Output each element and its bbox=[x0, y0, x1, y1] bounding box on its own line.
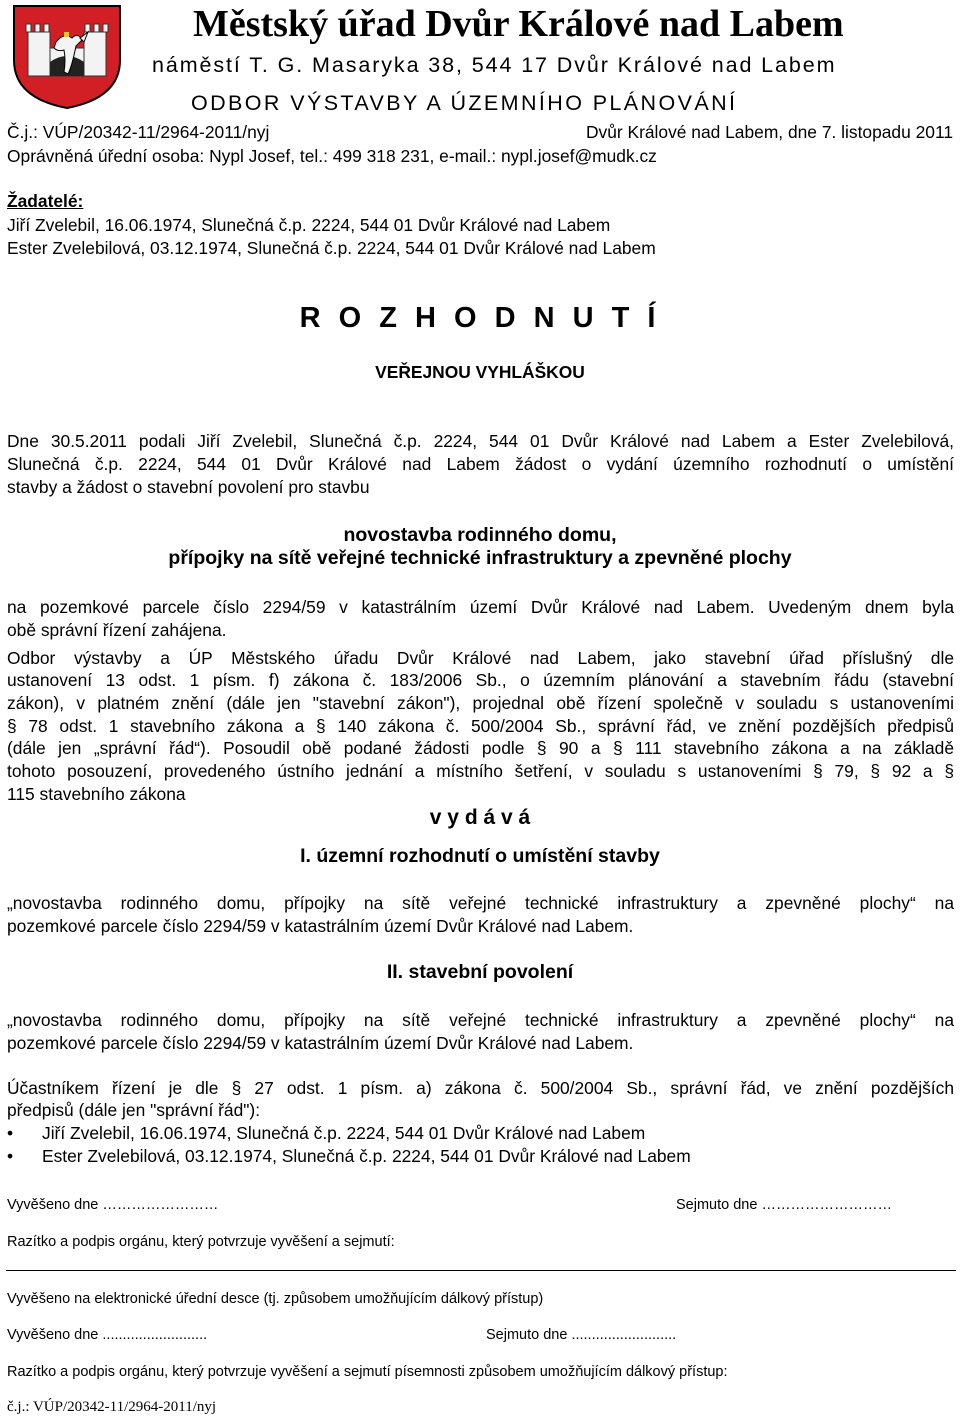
participants-text: Účastníkem řízení je dle § 27 odst. 1 písm. a) zákona č. 500/2004 Sb., správní řád, ve znění pozdějších bbox=[7, 1078, 954, 1098]
intro-line: Dne 30.5.2011 podali Jiří Zvelebil, Slunečná č.p. 2224, 544 01 Dvůr Králové nad Labem a Ester Zvelebilová, bbox=[7, 431, 954, 451]
section-2-heading: II. stavební povolení bbox=[386, 961, 574, 983]
participant-item: Ester Zvelebilová, 03.12.1974, Slunečná č.p. 2224, 544 01 Dvůr Králové nad Labem bbox=[42, 1146, 691, 1166]
office-address: náměstí T. G. Masaryka 38, 544 17 Dvůr Králové nad Labem bbox=[152, 53, 837, 77]
authority-text: ustanovení 13 odst. 1 písm. f) zákona č. 183/2006 Sb., o územním plánování a stavebním řádu (stavební bbox=[7, 670, 954, 690]
authority-text: Odbor výstavby a ÚP Městského úřadu Dvůr Králové nad Labem, jako stavební úřad příslušný dle bbox=[7, 648, 954, 668]
parcel-text: obě správní řízení zahájena. bbox=[7, 620, 227, 640]
stamp-note-electronic: Razítko a podpis orgánu, který potvrzuje vyvěšení a sejmutí písemnosti způsobem umožňujícím dálkový přístup: bbox=[7, 1364, 728, 1380]
intro-line: Slunečná č.p. 2224, 544 01 Dvůr Králové nad Labem žádost o vydání územního rozhodnutí o umístění bbox=[7, 454, 954, 474]
parcel-text: na pozemkové parcele číslo 2294/59 v katastrálním území Dvůr Králové nad Labem. Uvedeným dnem byla bbox=[7, 597, 954, 617]
intro-line: stavby a žádost o stavební povolení pro stavbu bbox=[7, 477, 370, 497]
posted-date-field: Vyvěšeno dne …………………… bbox=[7, 1197, 219, 1213]
office-title: Městský úřad Dvůr Králové nad Labem bbox=[193, 3, 844, 45]
electronic-notice: Vyvěšeno na elektronické úřední desce (tj. způsobem umožňujícím dálkový přístup) bbox=[7, 1291, 544, 1307]
department-name: ODBOR VÝSTAVBY A ÚZEMNÍHO PLÁNOVÁNÍ bbox=[191, 91, 738, 115]
public-notice: VEŘEJNOU VYHLÁŠKOU bbox=[375, 362, 585, 382]
place-date: Dvůr Králové nad Labem, dne 7. listopadu 2011 bbox=[585, 122, 953, 142]
applicant-item: Ester Zvelebilová, 03.12.1974, Slunečná č.p. 2224, 544 01 Dvůr Králové nad Labem bbox=[7, 238, 656, 258]
removed-date-field: Sejmuto dne ……………………… bbox=[676, 1197, 892, 1213]
footer-reference: č.j.: VÚP/20342-11/2964-2011/nyj bbox=[7, 1399, 217, 1415]
section-2-text: pozemkové parcele číslo 2294/59 v katastrálním území Dvůr Králové nad Labem. bbox=[7, 1033, 634, 1053]
official-contact: Oprávněná úřední osoba: Nypl Josef, tel.: 499 318 231, e-mail.: nypl.josef@mudk.cz bbox=[7, 146, 657, 166]
section-1-heading: I. územní rozhodnutí o umístění stavby bbox=[300, 845, 660, 867]
bullet-icon: • bbox=[7, 1123, 14, 1143]
applicant-item: Jiří Zvelebil, 16.06.1974, Slunečná č.p. 2224, 544 01 Dvůr Králové nad Labem bbox=[7, 215, 611, 235]
bullet-icon: • bbox=[7, 1146, 14, 1166]
applicants-heading: Žadatelé: bbox=[7, 191, 84, 211]
authority-text: tohoto posouzení, provedeného ústního jednání a místního šetření, v souladu s ustanoveními § 79, § 92 a § bbox=[7, 761, 954, 781]
issues-heading: v y d á v á bbox=[429, 806, 531, 829]
participants-text: předpisů (dále jen "správní řád"): bbox=[7, 1100, 261, 1120]
stamp-note: Razítko a podpis orgánu, který potvrzuje vyvěšení a sejmutí: bbox=[7, 1234, 395, 1250]
section-2-text: „novostavba rodinného domu, přípojky na sítě veřejné technické infrastruktury a zpevněné plochy“ na bbox=[7, 1010, 954, 1030]
coat-of-arms-icon bbox=[6, 2, 128, 110]
section-1-text: „novostavba rodinného domu, přípojky na sítě veřejné technické infrastruktury a zpevněné plochy“ na bbox=[7, 893, 954, 913]
project-name: novostavba rodinného domu, bbox=[343, 524, 617, 546]
authority-text: zákon), v platném znění (dále jen "stavební zákon"), projednal obě řízení společně v souladu s ustanoveními bbox=[7, 693, 954, 713]
participant-item: Jiří Zvelebil, 16.06.1974, Slunečná č.p. 2224, 544 01 Dvůr Králové nad Labem bbox=[42, 1123, 646, 1143]
authority-text: (dále jen „správní řád“). Posoudil obě podané žádosti podle § 90 a § 111 stavebního zákona a na základě bbox=[7, 738, 954, 758]
project-name: přípojky na sítě veřejné technické infrastruktury a zpevněné plochy bbox=[168, 547, 792, 569]
authority-text: 115 stavebního zákona bbox=[7, 784, 186, 804]
section-1-text: pozemkové parcele číslo 2294/59 v katastrálním území Dvůr Králové nad Labem. bbox=[7, 916, 634, 936]
posted-date-field-electronic: Vyvěšeno dne .......................... bbox=[7, 1327, 208, 1343]
decision-title: R O Z H O D N U T Í bbox=[299, 302, 661, 334]
reference-number: Č.j.: VÚP/20342-11/2964-2011/nyj bbox=[7, 122, 270, 142]
removed-date-field-electronic: Sejmuto dne .......................... bbox=[486, 1327, 677, 1343]
authority-text: § 78 odst. 1 stavebního zákona a § 140 zákona č. 500/2004 Sb., správní řád, ve znění pozdějších předpisů bbox=[7, 716, 954, 736]
divider bbox=[6, 1270, 956, 1271]
